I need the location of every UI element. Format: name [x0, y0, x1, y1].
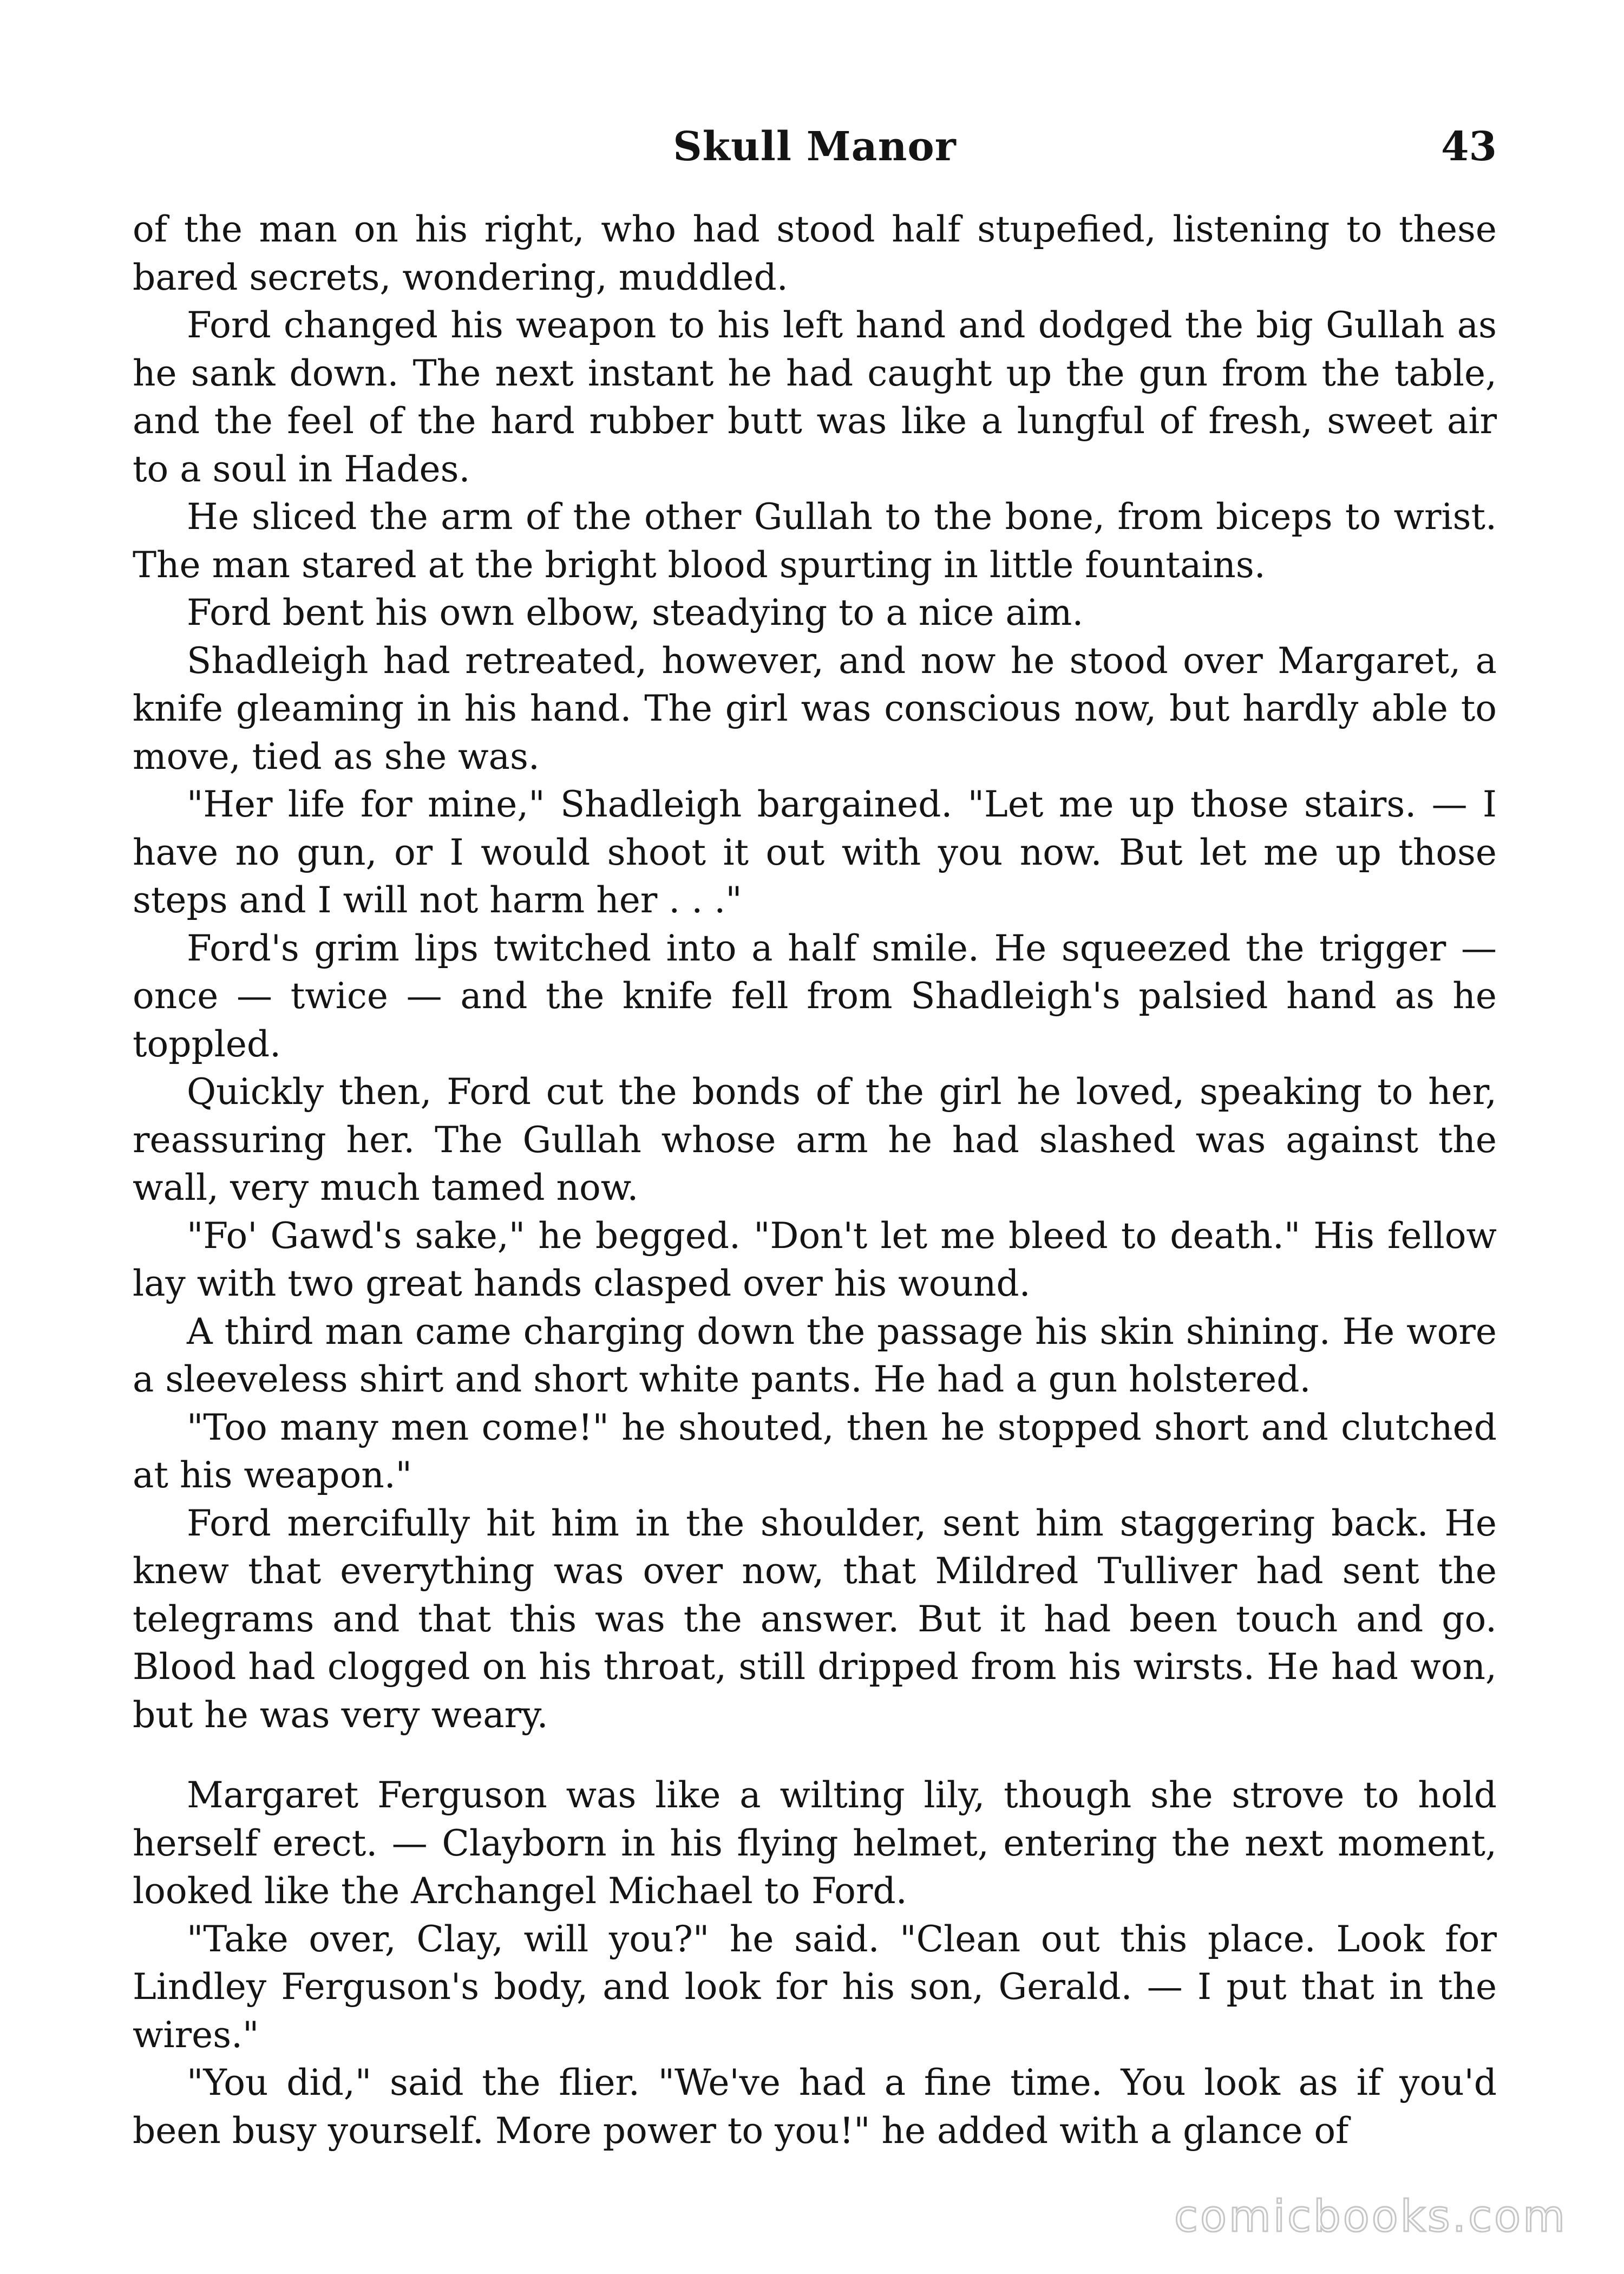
page-header: [133, 123, 1497, 183]
site-watermark: comicbooks.com: [1174, 2191, 1567, 2242]
paragraph: Ford mercifully hit him in the shoulder, sent him staggering back. He knew that everything was over now, that Mildred Tulliver had sent the telegrams and that this was the answer. But it had been touch and go. Blood had clogged on his throat, still dripped from his wirsts. He had won, but he was very weary.: [133, 1502, 1497, 1736]
paragraph: "Fo' Gawd's sake," he begged. "Don't let me bleed to death." His fellow lay with two great hands clasped over his wound.: [133, 1214, 1497, 1304]
paragraph: "You did," said the flier. "We've had a fine time. You look as if you'd been busy yourself. More power to you!" he added with a glance of: [133, 2062, 1497, 2152]
paragraph: Shadleigh had retreated, however, and now he stood over Margaret, a knife gleaming in his hand. The girl was conscious now, but hardly able to move, tied as she was.: [133, 639, 1497, 777]
paragraph: Quickly then, Ford cut the bonds of the girl he loved, speaking to her, reassuring her. The Gullah whose arm he had slashed was against the wall, very much tamed now.: [133, 1071, 1497, 1208]
paragraph-new-section: Margaret Ferguson was like a wilting lily, though she strove to hold herself erect. — Clayborn in his flying helmet, entering the next moment, looked like the Archangel Michael to Ford.: [133, 1774, 1497, 1912]
paragraph: A third man came charging down the passage his skin shining. He wore a sleeveless shirt and short white pants. He had a gun holstered.: [133, 1310, 1497, 1400]
paragraph: Ford's grim lips twitched into a half smile. He squeezed the trigger — once — twice — and the knife fell from Shadleigh's palsied hand as he toppled.: [133, 927, 1497, 1065]
page-number: 43: [1441, 123, 1497, 170]
paragraph-continued: of the man on his right, who had stood half stupefied, listening to these bared secrets, wondering, muddled.: [133, 208, 1497, 298]
running-title: Skull Manor: [673, 123, 957, 170]
paragraph: "Too many men come!" he shouted, then he stopped short and clutched at his weapon.": [133, 1406, 1497, 1496]
text-body: [133, 206, 1497, 2155]
paragraph: "Take over, Clay, will you?" he said. "Clean out this place. Look for Lindley Ferguson's body, and look for his son, Gerald. — I put that in the wires.": [133, 1918, 1497, 2056]
paragraph: Ford bent his own elbow, steadying to a nice aim.: [187, 592, 1084, 633]
paragraph: "Her life for mine," Shadleigh bargained. "Let me up those stairs. — I have no gun, or I would shoot it out with you now. But let me up those steps and I will not harm her . . .": [133, 783, 1497, 921]
paragraph: He sliced the arm of the other Gullah to the bone, from biceps to wrist. The man stared at the bright blood spurting in little fountains.: [133, 496, 1497, 586]
paragraph: Ford changed his weapon to his left hand and dodged the big Gullah as he sank down. The next instant he had caught up the gun from the table, and the feel of the hard rubber butt was like a lungful of fresh, sweet air to a soul in Hades.: [133, 304, 1497, 490]
